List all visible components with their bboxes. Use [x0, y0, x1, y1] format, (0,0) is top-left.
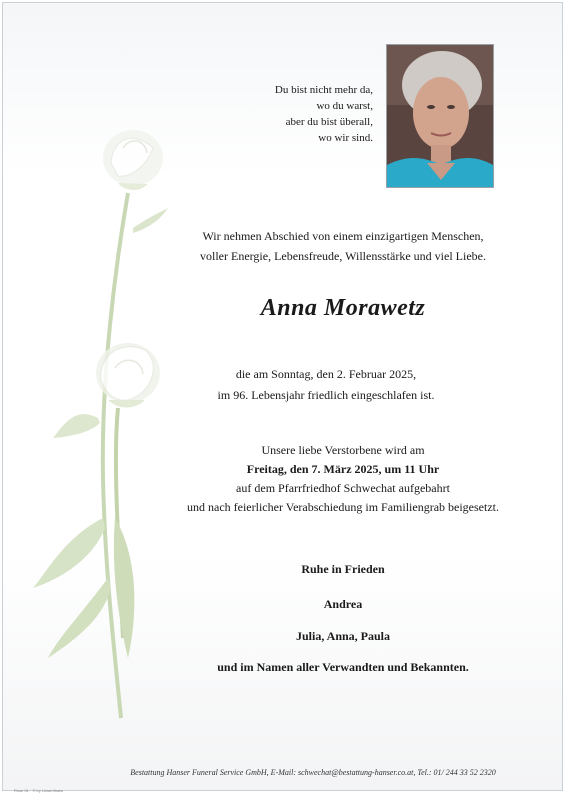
quote-line: wo du warst, [316, 100, 373, 112]
funeral-line: Unsere liebe Verstorbene wird am [261, 443, 425, 457]
quote-line: wo wir sind. [318, 132, 373, 144]
intro-line: Wir nehmen Abschied von einem einzigartigen Menschen, [202, 229, 484, 243]
image-credit: Rose 01 · © by Löwenthalw [14, 788, 63, 793]
mourner-name: Andrea [323, 597, 363, 611]
death-line: die am Sonntag, den 2. Februar 2025, [235, 367, 417, 381]
death-line: im 96. Lebensjahr friedlich eingeschlafen ist. [217, 388, 435, 402]
obituary-card [2, 2, 563, 791]
funeral-line: und nach feierlicher Verabschiedung im Familiengrab beigesetzt. [187, 500, 499, 514]
quote-line: Du bist nicht mehr da, [274, 84, 373, 96]
intro-line: voller Energie, Lebensfreude, Willensstärke und viel Liebe. [200, 249, 486, 263]
farewell-intro [123, 226, 563, 266]
funeral-date: Freitag, den 7. März 2025, um 11 Uhr [246, 462, 440, 476]
death-notice [171, 364, 481, 406]
rest-in-peace: Ruhe in Frieden [301, 562, 385, 576]
mourner-relatives: und im Namen aller Verwandten und Bekannten. [217, 660, 469, 674]
quote-line: aber du bist überall, [285, 116, 373, 128]
funeral-details [123, 441, 563, 517]
mourner-names: Julia, Anna, Paula [295, 629, 391, 643]
funeral-line: auf dem Pfarrfriedhof Schwechat aufgebahrt [236, 481, 450, 495]
deceased-name: Anna Morawetz [260, 295, 426, 321]
portrait-photo [386, 44, 494, 188]
funeral-service-footer: Bestattung Hanser Funeral Service GmbH, E-Mail: schwechat@bestattung-hanser.co.at, Tel.: 01/ 244 33 52 2320 [130, 768, 496, 777]
memorial-quote [203, 82, 373, 146]
